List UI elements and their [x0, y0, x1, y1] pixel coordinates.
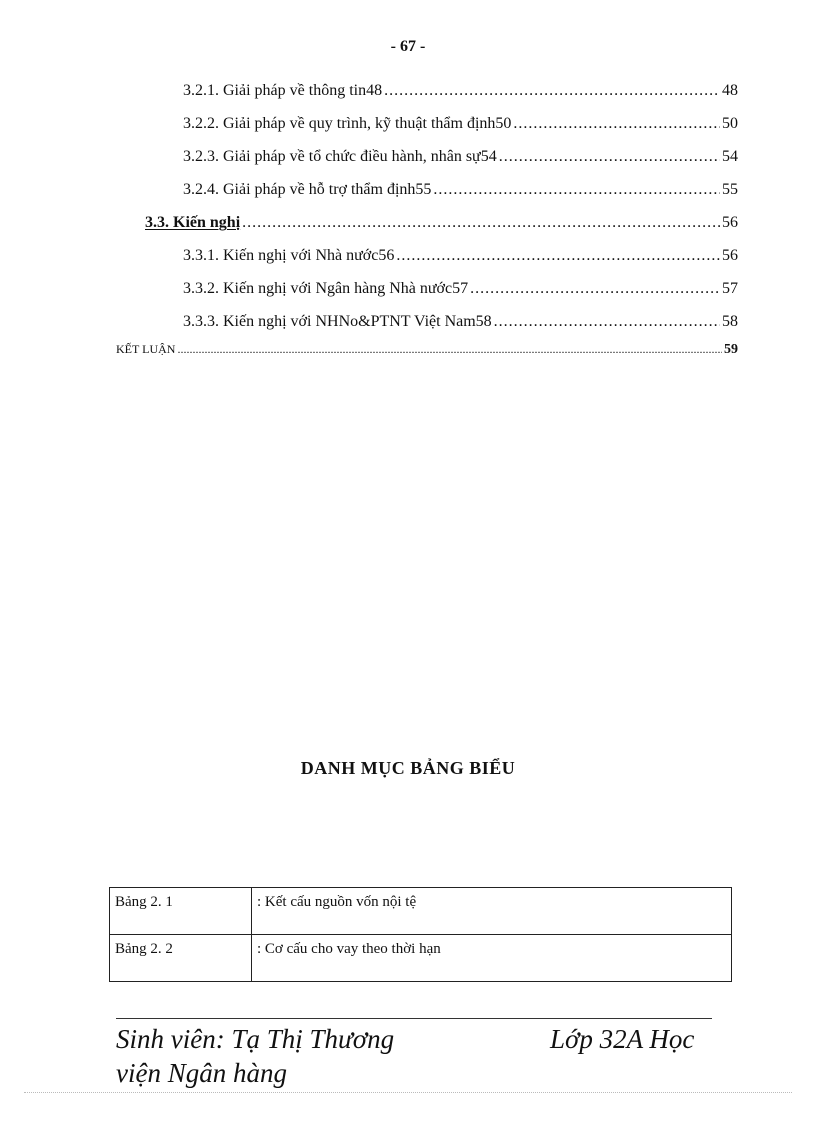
toc-entry-page: 57	[722, 280, 738, 297]
toc-leader-dots	[494, 313, 720, 331]
toc-leader-dots	[513, 115, 720, 133]
toc-entry-page: 54	[722, 148, 738, 165]
toc-leader-dots	[499, 148, 720, 166]
toc-entry-title: 3.3.1. Kiến nghị với Nhà nước56	[183, 247, 395, 264]
toc-entry-page: 56	[722, 247, 738, 264]
toc-entry[interactable]	[116, 342, 738, 364]
table-caption: : Cơ cấu cho vay theo thời hạn	[252, 935, 732, 982]
toc-entry-page: 48	[722, 82, 738, 99]
toc-leader-dots	[177, 342, 722, 357]
table-row	[110, 935, 732, 982]
toc-entry-page: 59	[724, 342, 738, 357]
list-of-tables	[109, 887, 732, 982]
footer-student: Sinh viên: Tạ Thị Thương	[116, 1024, 395, 1054]
toc-entry[interactable]	[183, 115, 738, 137]
footer-school: viện Ngân hàng	[116, 1058, 287, 1088]
toc-entry-title: 3.2.3. Giải pháp về tổ chức điều hành, nhân sự54	[183, 148, 497, 165]
toc-leader-dots	[384, 82, 720, 100]
toc-entry[interactable]	[183, 82, 738, 104]
toc-leader-dots	[470, 280, 720, 298]
toc-entry[interactable]	[183, 148, 738, 170]
toc-entry-title: 3.2.4. Giải pháp về hỗ trợ thẩm định55	[183, 181, 432, 198]
toc-entry[interactable]	[183, 280, 738, 302]
toc-entry[interactable]	[145, 214, 738, 236]
toc-entry[interactable]	[183, 313, 738, 335]
toc-entry-page: 50	[722, 115, 738, 132]
toc-entry-page: 58	[722, 313, 738, 330]
toc-entry-title: 3.3. Kiến nghị	[145, 214, 241, 231]
table-caption: : Kết cấu nguồn vốn nội tệ	[252, 888, 732, 935]
toc-entry-page: 55	[722, 181, 738, 198]
toc-leader-dots	[433, 181, 720, 199]
list-of-tables-heading: DANH MỤC BẢNG BIỂU	[300, 758, 516, 778]
footer-divider	[116, 1018, 712, 1019]
toc-entry[interactable]	[183, 181, 738, 203]
toc-entry-page: 56	[722, 214, 738, 231]
toc-leader-dots	[396, 247, 720, 265]
toc-leader-dots	[242, 214, 720, 232]
toc-entry[interactable]	[183, 247, 738, 269]
toc-entry-title: 3.2.1. Giải pháp về thông tin48	[183, 82, 383, 99]
footer-class: Lớp 32A Học	[550, 1024, 695, 1054]
table-row	[110, 888, 732, 935]
table-label: Bảng 2. 1	[110, 888, 252, 935]
page-number: - 67 -	[390, 38, 426, 55]
toc-entry-title: 3.3.2. Kiến nghị với Ngân hàng Nhà nước57	[183, 280, 469, 297]
page-bottom-border	[24, 1092, 792, 1093]
toc-entry-title: 3.2.2. Giải pháp về quy trình, kỹ thuật thẩm định50	[183, 115, 512, 132]
toc-entry-title: KẾT LUẬN	[116, 342, 176, 356]
table-label: Bảng 2. 2	[110, 935, 252, 982]
toc-entry-title: 3.3.3. Kiến nghị với NHNo&PTNT Việt Nam58	[183, 313, 492, 330]
